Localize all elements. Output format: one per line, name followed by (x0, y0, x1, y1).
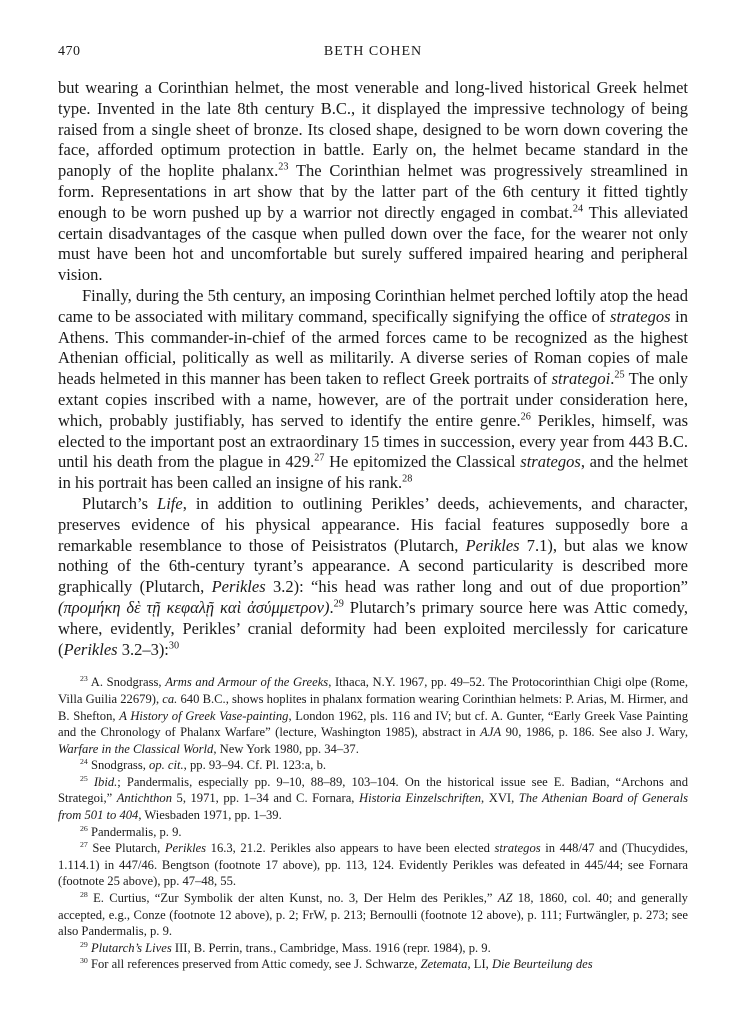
text-run: , Ithaca, N.Y. 1967, pp. 49–52. The Protocorinthian Chigi olpe (Rome, Villa Guilia 22679), (58, 675, 689, 706)
footnote-ref: 24 (80, 757, 88, 767)
text-run: 3.2): “his head was rather long and out of due proportion” (265, 577, 688, 597)
footnote-ref: 30 (168, 640, 180, 652)
footnote-ref: 27 (314, 452, 325, 464)
italic-text: Plutarch’s Lives (90, 940, 172, 955)
text-run: . (610, 369, 615, 389)
italic-text: Historia Einzelschriften (358, 791, 482, 806)
text-run: Snodgrass, (87, 758, 150, 773)
italic-text: ca. (162, 691, 178, 706)
text-run: , shows hoplites in phalanx formation wearing Corinthian helmets: P. Arias, M. Hirmer, and B. Shefton, (58, 691, 688, 723)
body-text (58, 78, 688, 660)
footnote-ref: 27 (80, 840, 88, 850)
text-run: . (329, 597, 334, 617)
text-run: 90, 1986, p. 186. See also J. Wary, (501, 725, 688, 740)
text-run: A. Snodgrass, (87, 675, 166, 690)
text-run: , in addition to outlining Perikles’ deeds, achievements, and character, preserves evidence of his physical appearance. His facial features supposedly bore a remarkable resemblance to those of Peisistratos (Plutarch, (58, 493, 688, 555)
text-run: , LI, (467, 957, 492, 972)
italic-text: (προμήκη δὲ τῇ κεφαλῇ καὶ ἀσύμμετρον) (58, 597, 330, 617)
text-run: 5, 1971, pp. 1–34 and C. Fornara, (172, 791, 359, 806)
text-run: This alleviated certain disadvantages of the casque when pulled down over the face, for the wearer not only must have been hot and uncomfortable but surely suffered impaired hearing and peripheral vision. (58, 202, 688, 285)
text-run: in 448/47 and (Thucydides, 1.114.1) in 447/46. Bengtson (footnote 17 above), pp. 113, 124. Evidently Perikles was defeated in 445/44; see Fornara (footnote 25 above), pp. 47–48, 55. (58, 841, 688, 889)
footnote (58, 956, 688, 973)
footnote-ref: 25 (614, 369, 625, 381)
text-run: , and the helmet in his portrait has been called an insigne of his rank. (58, 452, 688, 493)
text-run: ; Pandermalis, especially pp. 9–10, 88–89, 103–104. On the historical issue see E. Badian, “Archons and Strategoi,” (58, 774, 688, 806)
text-run: , Wiesbaden 1971, pp. 1–39. (138, 808, 282, 823)
text-run: See Plutarch, (87, 841, 165, 856)
paragraph (58, 78, 688, 286)
text-run: in Athens. This commander-in-chief of the armed forces came to be recognized as the highest Athenian official, politically as well as militarily. A diverse series of Roman copies of male heads helmeted in this manner has been taken to reflect Greek portraits of (58, 306, 688, 389)
running-header (58, 44, 688, 68)
footnote-ref: 28 (80, 889, 88, 899)
text-run: , pp. 93–94. Cf. Pl. 123:a, b. (183, 758, 327, 773)
italic-text: Perikles (211, 577, 266, 597)
text-run: 3.2–3): (117, 639, 169, 659)
italic-text: Arms and Armour of the Greeks (165, 675, 329, 690)
footnote (58, 774, 688, 824)
italic-text: Perikles (465, 535, 520, 555)
italic-text: Perikles (164, 841, 207, 856)
text-run: For all references preserved from Attic comedy, see J. Schwarze, (87, 957, 421, 972)
italic-text: op. cit. (149, 758, 184, 773)
page (58, 44, 688, 973)
text-run: , New York 1980, pp. 34–37. (213, 741, 359, 756)
footnote-ref: 25 (80, 773, 88, 783)
italic-text: The Athenian Board of Generals from 501 to 404 (58, 791, 688, 823)
paragraph (58, 286, 688, 494)
footnote-ref: 30 (80, 956, 88, 966)
text-run: 18, 1860, col. 40; and generally accepted, e.g., Conze (footnote 12 above), p. 2; FrW, p. 213; Bernoulli (footnote 12 above), p. 111; Furtwängler, p. 273; see also Pandermalis, p. 9. (58, 891, 688, 939)
footnote (58, 757, 688, 774)
italic-text: strategos (520, 452, 581, 472)
footnote-ref: 29 (333, 598, 344, 610)
footnote (58, 674, 688, 757)
text-run: , London 1962, pls. 116 and IV; but cf. A. Gunter, “Early Greek Vase Painting and the Chronology of Phalanx Warfare” (lecture, Washington 1985), abstract in (58, 708, 689, 740)
text-run: 16.3, 21.2. Perikles also appears to have been elected (206, 841, 495, 856)
small-caps-text: B.C. (320, 98, 351, 118)
footnote (58, 824, 688, 841)
text-run: He epitomized the Classical (324, 452, 521, 472)
footnote (58, 940, 688, 957)
text-run: The only extant copies inscribed with a name, however, are of the portrait under consideration here, which, probably justifiably, has served to identify the entire genre. (58, 369, 688, 430)
italic-text: Perikles (63, 639, 118, 659)
footnote-ref: 29 (80, 939, 88, 949)
text-run: 7.1), but alas we know nothing of the 6th-century tyrant’s appearance. A second particularity is described more graphically (Plutarch, (58, 535, 688, 597)
text-run: The Corinthian helmet was progressively streamlined in form. Representations in art show that by the latter part of the 6th century it fitted tightly enough to be worn pushed up by a warrior not directly engaged in combat. (58, 161, 688, 222)
footnote-ref: 28 (402, 473, 413, 485)
footnote-ref: 23 (278, 161, 289, 173)
italic-text: A History of Greek Vase-painting (119, 708, 289, 723)
text-run: , it displayed the impressive technology of being raised from a single sheet of bronze. Its closed shape, designed to be worn down covering the face, afforded optimum protection in battle. Early on, the helmet became standard in the panoply of the hoplite phalanx. (58, 98, 688, 181)
running-title: BETH COHEN (323, 44, 423, 59)
italic-text: AJA (480, 725, 502, 740)
italic-text: strategos (610, 306, 671, 326)
text-run: but wearing a Corinthian helmet, the most venerable and long-lived historical Greek helmet type. Invented in the late 8th century (58, 78, 688, 118)
text-run: E. Curtius, “Zur Symbolik der alten Kunst, no. 3, Der Helm des Perikles,” (87, 891, 498, 906)
italic-text: Die Beurteilung des (491, 957, 593, 972)
text-run: Plutarch’s primary source here was Attic comedy, where, evidently, Perikles’ cranial deformity had been exploited mercilessly for caricature ( (58, 597, 688, 659)
text-run: until his death from the plague in 429. (58, 452, 315, 472)
text-run: III, B. Perrin, trans., Cambridge, Mass. 1916 (repr. 1984), p. 9. (171, 940, 491, 955)
small-caps-text: B.C. (657, 431, 688, 451)
italic-text: AZ (497, 891, 513, 906)
footnote (58, 890, 688, 940)
text-run: , XVI, (481, 791, 519, 806)
paragraph (58, 494, 688, 660)
footnotes (58, 674, 688, 973)
footnote-ref: 26 (80, 823, 88, 833)
footnote (58, 840, 688, 890)
text-run: 640 (177, 691, 203, 706)
footnote-ref: 26 (520, 411, 531, 423)
footnote-ref: 24 (572, 203, 584, 215)
italic-text: Zetemata (420, 957, 468, 972)
italic-text: Life (157, 493, 183, 513)
italic-text: strategoi (551, 369, 611, 389)
footnote-ref: 23 (80, 674, 88, 684)
text-run: Perikles, himself, was elected to the important post an extraordinary 15 times in succession, every year from 443 (58, 410, 689, 451)
text-run: Finally, during the 5th century, an imposing Corinthian helmet perched loftily atop the head came to be associated with military command, specifically signifying the office of (58, 285, 688, 326)
italic-text: Warfare in the Classical World (58, 741, 214, 756)
small-caps-text: B.C. (202, 691, 226, 706)
text-run: Plutarch’s (82, 493, 158, 513)
page-number: 470 (58, 44, 81, 59)
text-run: Pandermalis, p. 9. (87, 824, 182, 839)
italic-text: strategos (494, 841, 541, 856)
italic-text: Ibid. (93, 774, 118, 789)
italic-text: Antichthon (116, 791, 172, 806)
